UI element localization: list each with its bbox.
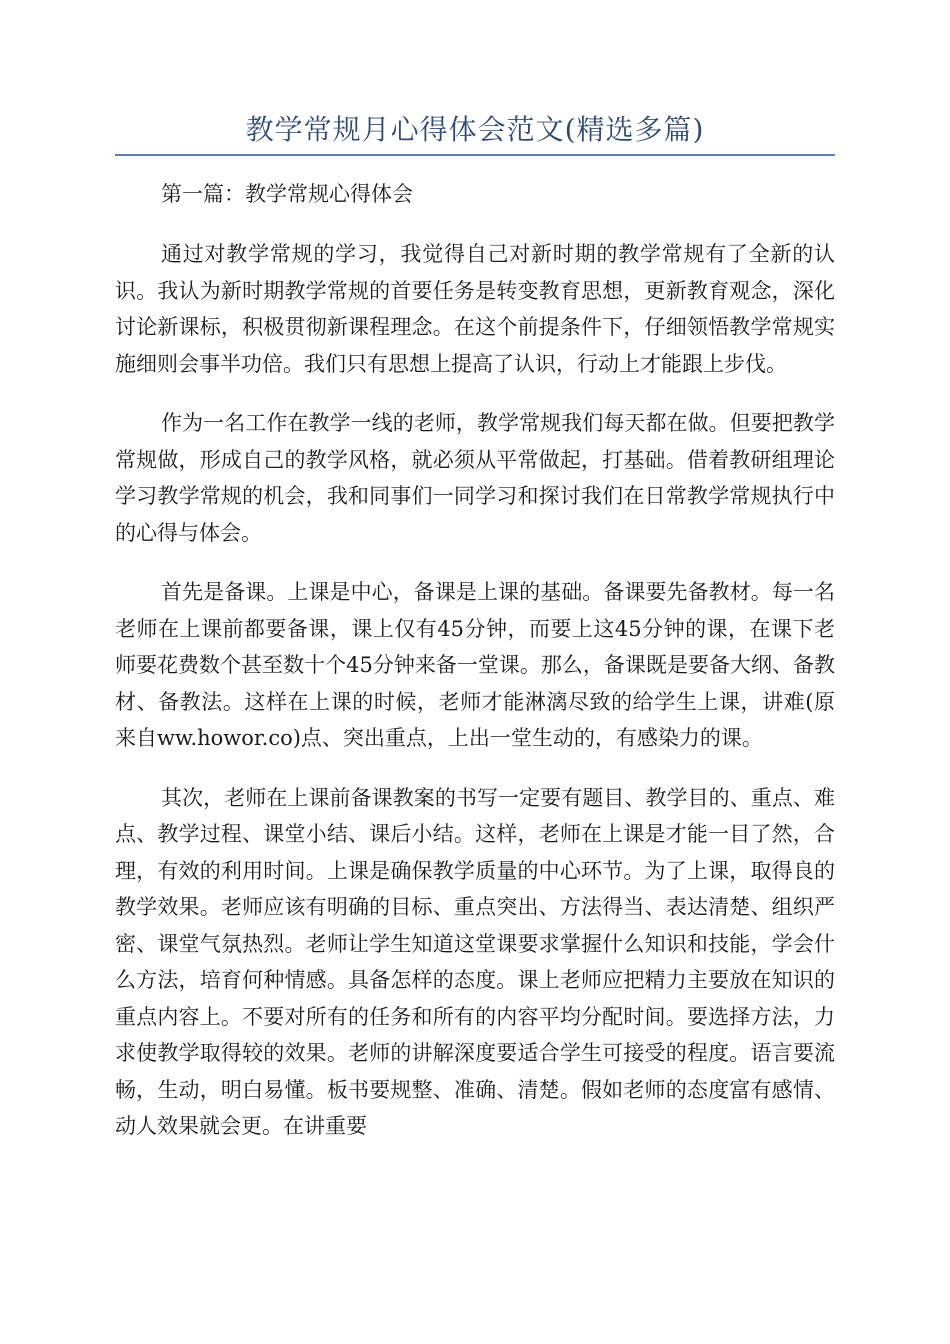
paragraph-1: 通过对教学常规的学习，我觉得自己对新时期的教学常规有了全新的认识。我认为新时期教学常规的首要任务是转变教育思想，更新教育观念，深化讨论新课标，积极贯彻新课程理念。在这个前提条件下，仔细领悟教学常规实施细则会事半功倍。我们只有思想上提高了认识，行动上才能跟上步伐。 (115, 242, 835, 376)
document-body (115, 176, 835, 1145)
paragraph-2: 作为一名工作在教学一线的老师，教学常规我们每天都在做。但要把教学常规做，形成自己的教学风格，就必须从平常做起，打基础。借着教研组理论学习教学常规的机会，我和同事们一同学习和探讨我们在日常教学常规执行中的心得与体会。 (115, 411, 835, 545)
document-title: 教学常规月心得体会范文(精选多篇) (245, 113, 705, 146)
title-underline (115, 154, 835, 156)
paragraph-4: 其次，老师在上课前备课教案的书写一定要有题目、教学目的、重点、难点、教学过程、课堂小结、课后小结。这样，老师在上课是才能一目了然，合理，有效的利用时间。上课是确保教学质量的中心环节。为了上课，取得良的教学效果。老师应该有明确的目标、重点突出、方法得当、表达清楚、组织严密、课堂气氛热烈。老师让学生知道这堂课要求掌握什么知识和技能，学会什么方法，培育何种情感。具备怎样的态度。课上老师应把精力主要放在知识的重点内容上。不要对所有的任务和所有的内容平均分配时间。要选择方法，力求使教学取得较的效果。老师的讲解深度要适合学生可接受的程度。语言要流畅，生动，明白易懂。板书要规整、准确、清楚。假如老师的态度富有感情、动人效果就会更。在讲重要 (115, 785, 835, 1138)
section-heading: 第一篇：教学常规心得体会 (161, 182, 413, 206)
paragraph-3: 首先是备课。上课是中心，备课是上课的基础。备课要先备教材。每一名老师在上课前都要备课，课上仅有45分钟，而要上这45分钟的课，在课下老师要花费数个甚至数十个45分钟来备一堂课。那么，备课既是要备大纲、备教材、备教法。这样在上课的时候，老师才能淋漓尽致的给学生上课，讲难(原来自ww.howor.co)点、突出重点，上出一堂生动的，有感染力的课。 (115, 580, 835, 750)
